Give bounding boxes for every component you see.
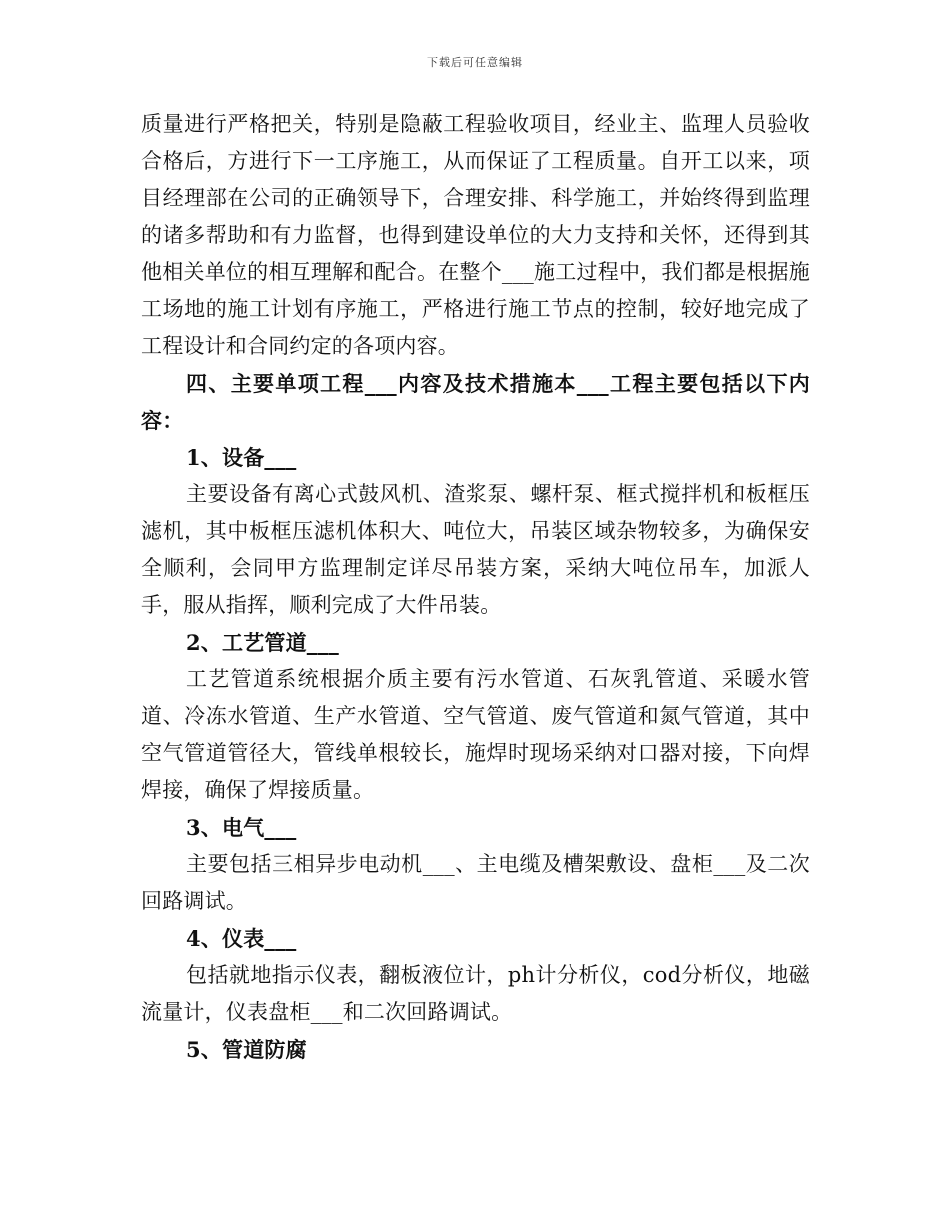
page-header: 下载后可任意编辑 [427, 56, 523, 69]
document-body [141, 106, 810, 1068]
paragraph-electrical: 主要包括三相异步电动机___、主电缆及槽架敷设、盘柜___及二次回路调试。 [141, 852, 810, 913]
subheading-anticorrosion: 5、管道防腐 [186, 1037, 307, 1062]
section-heading-4: 四、主要单项工程___内容及技术措施本___工程主要包括以下内容： [141, 371, 810, 433]
paragraph-equipment: 主要设备有离心式鼓风机、渣浆泵、螺杆泵、框式搅拌机和板框压滤机，其中板框压滤机体积大、吨位大，吊装区域杂物较多，为确保安全顺利，会同甲方监理制定详尽吊装方案，采纳大吨位吊车，加派人手，服从指挥，顺利完成了大件吊装。 [141, 482, 810, 617]
paragraph-piping: 工艺管道系统根据介质主要有污水管道、石灰乳管道、采暖水管道、冷冻水管道、生产水管道、空气管道、废气管道和氮气管道，其中空气管道管径大，管线单根较长，施焊时现场采纳对口器对接，下向焊焊接，确保了焊接质量。 [141, 667, 810, 802]
paragraph-quality: 质量进行严格把关，特别是隐蔽工程验收项目，经业主、监理人员验收合格后，方进行下一工序施工，从而保证了工程质量。自开工以来，项目经理部在公司的正确领导下，合理安排、科学施工，并始终得到监理的诸多帮助和有力监督，也得到建设单位的大力支持和关怀，还得到其他相关单位的相互理解和配合。在整个___施工过程中，我们都是根据施工场地的施工计划有序施工，严格进行施工节点的控制，较好地完成了工程设计和合同约定的各项内容。 [141, 112, 810, 358]
subheading-instruments: 4、仪表___ [186, 926, 297, 951]
subheading-electrical: 3、电气___ [186, 815, 297, 840]
paragraph-instruments: 包括就地指示仪表，翻板液位计，ph计分析仪，cod分析仪，地磁流量计，仪表盘柜___和二次回路调试。 [141, 963, 810, 1024]
subheading-equipment: 1、设备___ [186, 445, 297, 470]
subheading-piping: 2、工艺管道___ [186, 630, 339, 655]
